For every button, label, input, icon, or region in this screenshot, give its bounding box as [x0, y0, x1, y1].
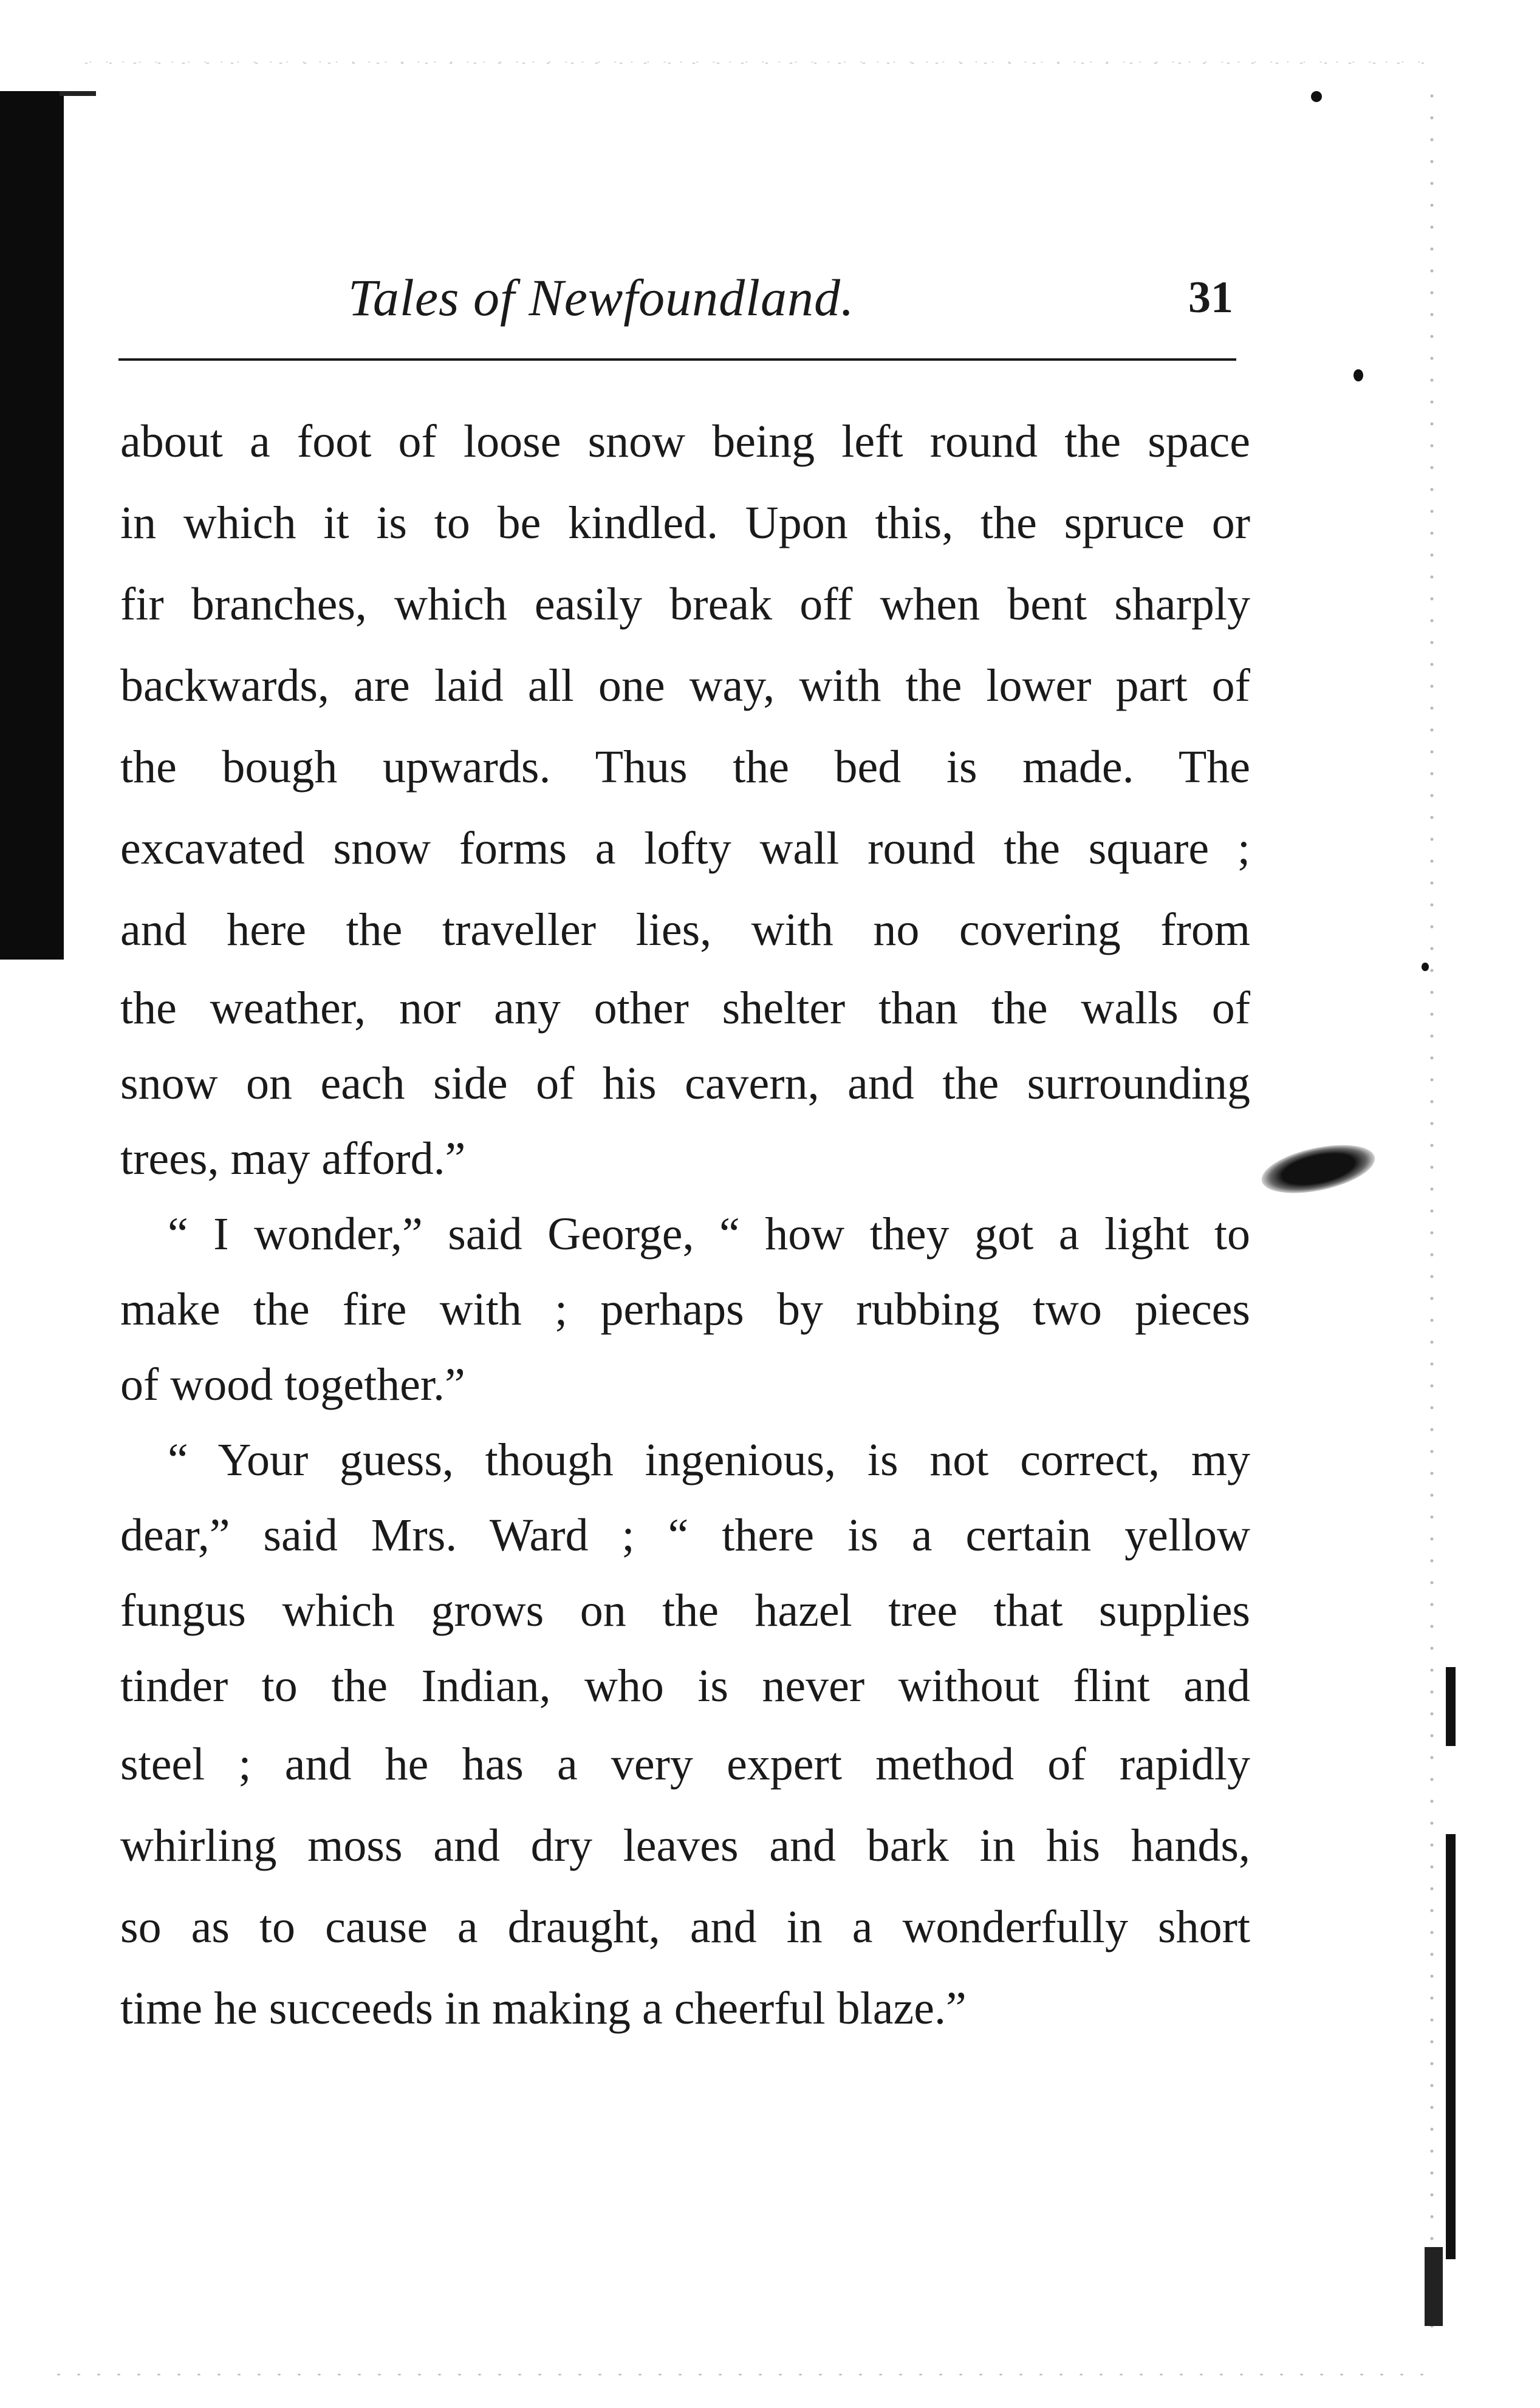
text-line: steel ; and he has a very expert method of rapidly — [120, 1739, 1250, 1790]
body-text — [120, 401, 1250, 2049]
text-line: about a foot of loose snow being left round the space — [120, 416, 1250, 467]
scan-right-mark — [1446, 1667, 1456, 1746]
text-line: whirling moss and dry leaves and bark in his hands, — [120, 1820, 1250, 1871]
ink-blot — [1258, 1136, 1379, 1202]
text-line: fir branches, which easily break off when bent sharply — [120, 579, 1250, 630]
text-line: “ Your guess, though ingenious, is not correct, my — [168, 1434, 1250, 1485]
text-line: of wood together.” — [120, 1359, 465, 1410]
text-line: trees, may afford.” — [120, 1133, 466, 1184]
page-number: 31 — [1188, 273, 1233, 322]
text-line: in which it is to be kindled. Upon this, the spruce or — [120, 497, 1250, 548]
header-rule — [118, 358, 1236, 361]
ink-speck — [1422, 963, 1429, 971]
text-line: fungus which grows on the hazel tree that supplies — [120, 1585, 1250, 1636]
scan-right-mark — [1425, 2247, 1443, 2326]
scan-right-edge — [1428, 85, 1436, 2332]
text-line: excavated snow forms a lofty wall round the square ; — [120, 823, 1250, 874]
text-line: the bough upwards. Thus the bed is made. The — [120, 742, 1250, 793]
running-title: Tales of Newfoundland. — [348, 268, 855, 327]
text-line: backwards, are laid all one way, with the lower part of — [120, 660, 1250, 711]
text-line: so as to cause a draught, and in a wonderfully short — [120, 1902, 1250, 1953]
text-line: tinder to the Indian, who is never without flint and — [120, 1660, 1250, 1711]
scan-edge-shadow — [0, 91, 64, 960]
text-line: make the fire with ; perhaps by rubbing two pieces — [120, 1284, 1250, 1335]
scan-right-mark — [1446, 1834, 1456, 2259]
running-header — [118, 261, 1233, 334]
scan-top-edge — [79, 58, 1434, 69]
scan-corner-mark — [60, 91, 96, 96]
text-line: time he succeeds in making a cheerful blaze.” — [120, 1983, 967, 2034]
text-line: snow on each side of his cavern, and the surrounding — [120, 1058, 1250, 1109]
ink-speck — [1353, 369, 1363, 381]
text-line: dear,” said Mrs. Ward ; “ there is a certain yellow — [120, 1510, 1250, 1561]
text-line: and here the traveller lies, with no covering from — [120, 904, 1250, 955]
text-line: the weather, nor any other shelter than the walls of — [120, 983, 1250, 1034]
ink-speck — [1311, 91, 1322, 102]
text-line: “ I wonder,” said George, “ how they got a light to — [168, 1209, 1250, 1260]
scan-bottom-edge — [49, 2369, 1434, 2381]
